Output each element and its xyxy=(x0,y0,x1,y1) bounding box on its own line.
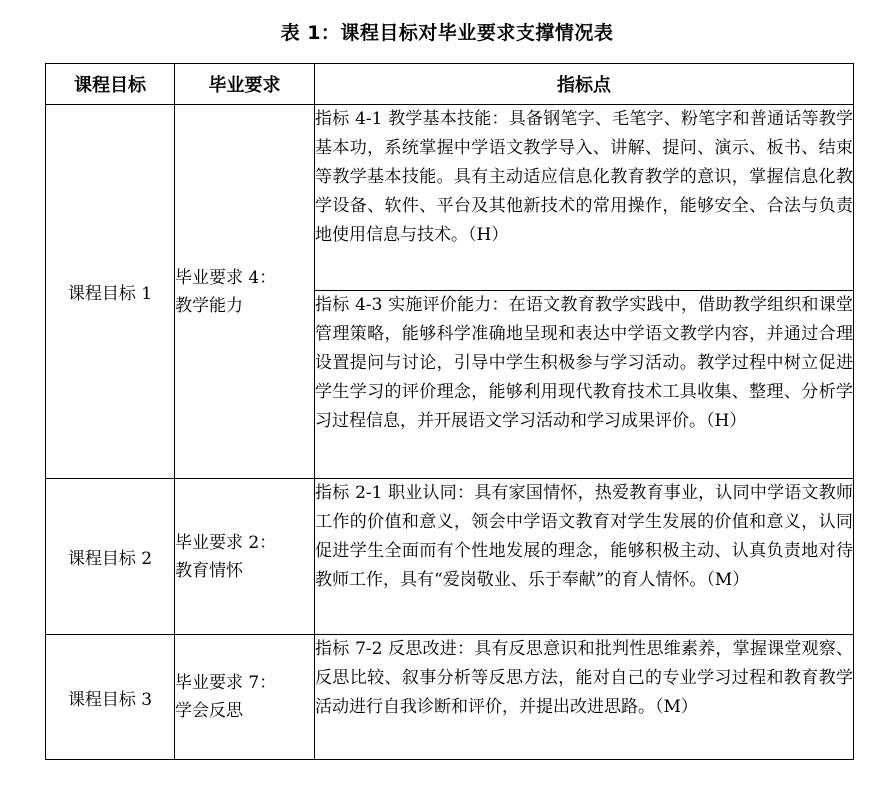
table-caption: 表 1：课程目标对毕业要求支撑情况表 xyxy=(280,22,614,44)
goal-cell: 课程目标 2 xyxy=(46,479,175,635)
requirement-number: 毕业要求 7： xyxy=(175,673,277,693)
indicator-cell: 指标 4-1 教学基本技能：具备钢笔字、毛笔字、粉笔字和普通话等教学基本功，系统掌握中学语文教学导入、讲解、提问、演示、板书、结束等教学基本技能。具有主动适应信息化教育教学的意识，掌握信息化教学设备、软件、平台及其他新技术的常用操作，能够安全、合法与负责地使用信息与技术。（H） xyxy=(315,105,854,291)
header-row xyxy=(46,64,854,105)
indicator-cell: 指标 2-1 职业认同：具有家国情怀，热爱教育事业，认同中学语文教师工作的价值和意义，领会中学语文教育对学生发展的价值和意义，认同促进学生全面而有个性地发展的理念，能够积极主动、认真负责地对待教师工作，具有“爱岗敬业、乐于奉献”的育人情怀。（M） xyxy=(315,479,854,635)
requirement-name: 学会反思 xyxy=(175,701,243,721)
goal-cell: 课程目标 1 xyxy=(46,105,175,479)
requirement-number: 毕业要求 2： xyxy=(175,532,277,553)
header-goal: 课程目标 xyxy=(46,64,175,105)
requirement-name: 教学能力 xyxy=(175,295,243,316)
requirement-number: 毕业要求 4： xyxy=(175,267,277,288)
table-row xyxy=(46,479,854,635)
support-table xyxy=(45,63,854,760)
table-row xyxy=(46,105,854,291)
indicator-cell: 指标 7-2 反思改进：具有反思意识和批判性思维素养，掌握课堂观察、反思比较、叙事分析等反思方法，能对自己的专业学习过程和教育教学活动进行自我诊断和评价，并提出改进思路。（M） xyxy=(315,635,854,760)
table-row xyxy=(46,635,854,760)
requirement-name: 教育情怀 xyxy=(175,560,243,581)
requirement-cell xyxy=(175,635,315,760)
requirement-cell xyxy=(175,479,315,635)
goal-cell: 课程目标 3 xyxy=(46,635,175,760)
indicator-cell: 指标 4-3 实施评价能力：在语文教育教学实践中，借助教学组织和课堂管理策略，能够科学准确地呈现和表达中学语文教学内容，并通过合理设置提问与讨论，引导中学生积极参与学习活动。教学过程中树立促进学生学习的评价理念，能够利用现代教育技术工具收集、整理、分析学习过程信息，并开展语文学习活动和学习成果评价。（H） xyxy=(315,291,854,479)
requirement-cell xyxy=(175,105,315,479)
header-requirement: 毕业要求 xyxy=(175,64,315,105)
header-indicator: 指标点 xyxy=(315,64,854,105)
